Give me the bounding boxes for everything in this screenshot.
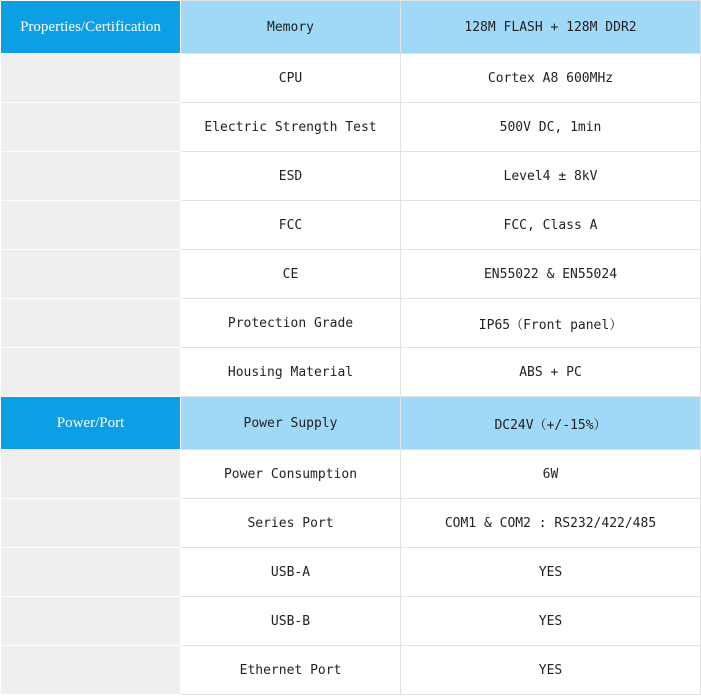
param-value: Cortex A8 600MHz (401, 54, 701, 103)
param-label: Memory (181, 1, 401, 54)
spec-row-housing-material (1, 348, 701, 397)
param-label: CPU (181, 54, 401, 103)
param-value: YES (401, 597, 701, 646)
param-value: 500V DC, 1min (401, 103, 701, 152)
param-label: Housing Material (181, 348, 401, 397)
spec-row-power-supply (1, 397, 701, 450)
spec-row-protection-grade (1, 299, 701, 348)
param-value: DC24V（+/-15%） (401, 397, 701, 450)
param-label: USB-B (181, 597, 401, 646)
param-value: Level4 ± 8kV (401, 152, 701, 201)
category-spacer (1, 548, 181, 597)
param-label: FCC (181, 201, 401, 250)
param-value: YES (401, 548, 701, 597)
category-spacer (1, 646, 181, 695)
param-value: ABS + PC (401, 348, 701, 397)
category-spacer (1, 348, 181, 397)
param-label: Electric Strength Test (181, 103, 401, 152)
param-label: Power Consumption (181, 450, 401, 499)
param-label: Ethernet Port (181, 646, 401, 695)
spec-row-usb-b (1, 597, 701, 646)
category-spacer (1, 54, 181, 103)
param-value: FCC, Class A (401, 201, 701, 250)
param-value: IP65（Front panel） (401, 299, 701, 348)
spec-row-ethernet-port (1, 646, 701, 695)
param-value: COM1 & COM2 : RS232/422/485 (401, 499, 701, 548)
param-label: ESD (181, 152, 401, 201)
spec-row-series-port (1, 499, 701, 548)
param-value: YES (401, 646, 701, 695)
category-power-port: Power/Port (1, 397, 181, 450)
param-label: Protection Grade (181, 299, 401, 348)
spec-row-power-consumption (1, 450, 701, 499)
param-label: USB-A (181, 548, 401, 597)
spec-row-ce (1, 250, 701, 299)
param-label: Power Supply (181, 397, 401, 450)
param-value: 6W (401, 450, 701, 499)
spec-row-esd (1, 152, 701, 201)
spec-row-fcc (1, 201, 701, 250)
spec-row-electric-strength (1, 103, 701, 152)
category-spacer (1, 201, 181, 250)
param-label: CE (181, 250, 401, 299)
param-value: EN55022 & EN55024 (401, 250, 701, 299)
category-spacer (1, 450, 181, 499)
category-spacer (1, 597, 181, 646)
category-spacer (1, 152, 181, 201)
category-spacer (1, 299, 181, 348)
category-spacer (1, 103, 181, 152)
spec-row-usb-a (1, 548, 701, 597)
param-value: 128M FLASH + 128M DDR2 (401, 1, 701, 54)
category-spacer (1, 499, 181, 548)
param-label: Series Port (181, 499, 401, 548)
category-properties-certification: Properties/Certification (1, 1, 181, 54)
spec-row-memory (1, 1, 701, 54)
spec-row-cpu (1, 54, 701, 103)
category-spacer (1, 250, 181, 299)
